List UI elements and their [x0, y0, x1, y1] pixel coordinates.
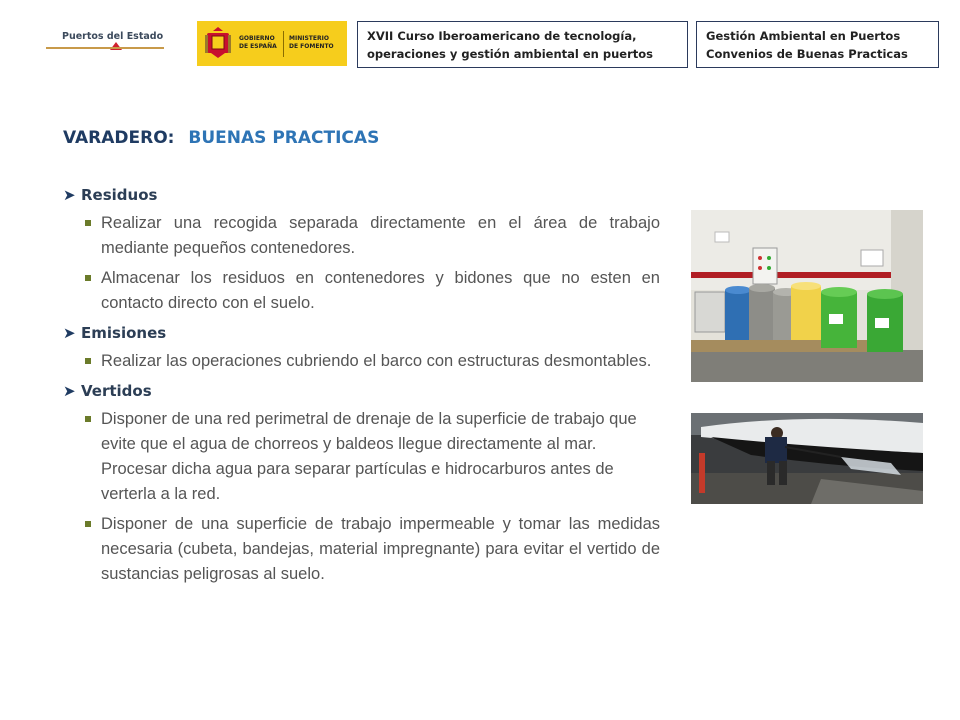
content-body — [63, 183, 660, 592]
puertos-logo-rule — [46, 47, 164, 49]
coat-of-arms-icon — [205, 27, 231, 59]
list-item: Realizar una recogida separada directamente en el área de trabajo mediante pequeños contenedores. — [63, 211, 660, 261]
list-item: Disponer de una red perimetral de drenaje de la superficie de trabajo que evite que el agua de chorreos y baldeos llegue directamente al mar. Procesar dicha agua para separar partículas e hidrocarburos antes de verterla a la red. — [63, 407, 660, 507]
square-bullet-icon — [85, 521, 91, 527]
section-heading-residuos: ➤ Residuos — [63, 186, 158, 204]
title-part2: BUENAS PRACTICAS — [188, 128, 380, 148]
gov-logo-left-text: GOBIERNO DE ESPAÑA — [239, 35, 277, 50]
course-title-line2: operaciones y gestión ambiental en puertos — [367, 47, 653, 61]
square-bullet-icon — [85, 220, 91, 226]
arrow-bullet-icon: ➤ — [63, 186, 76, 204]
topic-box — [696, 21, 939, 68]
gov-logo-right-text: MINISTERIO DE FOMENTO — [289, 35, 334, 50]
waste-drums-photo — [691, 210, 923, 382]
boat-cleaning-illustration — [691, 413, 923, 504]
title-part1: VARADERO: — [63, 128, 175, 148]
topic-line1: Gestión Ambiental en Puertos — [706, 29, 901, 43]
course-title-line1: XVII Curso Iberoamericano de tecnología, — [367, 29, 637, 43]
gobierno-espana-logo — [197, 21, 347, 66]
page-title — [63, 128, 379, 148]
square-bullet-icon — [85, 275, 91, 281]
topic-line2: Convenios de Buenas Practicas — [706, 47, 908, 61]
waste-drums-illustration — [691, 210, 923, 382]
square-bullet-icon — [85, 358, 91, 364]
boat-cleaning-photo — [691, 413, 923, 504]
gov-logo-divider — [283, 31, 284, 57]
puertos-del-estado-logo — [46, 28, 164, 54]
list-item: Realizar las operaciones cubriendo el barco con estructuras desmontables. — [63, 349, 660, 374]
list-item: Disponer de una superficie de trabajo impermeable y tomar las medidas necesaria (cubeta, bandejas, material impregnante) para evitar el vertido de sustancias peligrosas al suelo. — [63, 512, 660, 587]
puertos-logo-text: Puertos del Estado — [62, 31, 164, 42]
section-heading-vertidos: ➤ Vertidos — [63, 382, 152, 400]
arrow-bullet-icon: ➤ — [63, 382, 76, 400]
course-title-box — [357, 21, 688, 68]
section-heading-emisiones: ➤ Emisiones — [63, 324, 167, 342]
arrow-bullet-icon: ➤ — [63, 324, 76, 342]
square-bullet-icon — [85, 416, 91, 422]
list-item: Almacenar los residuos en contenedores y bidones que no esten en contacto directo con el suelo. — [63, 266, 660, 316]
